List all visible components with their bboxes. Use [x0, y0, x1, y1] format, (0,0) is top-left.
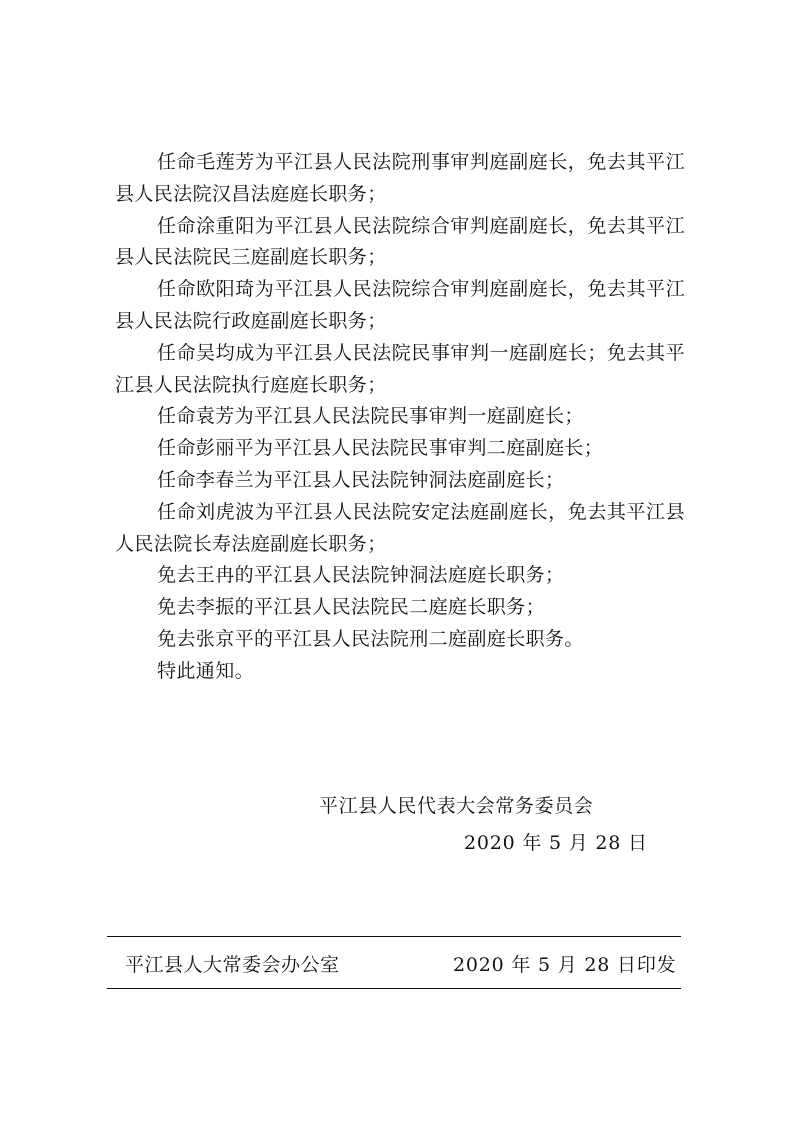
paragraph: 任命涂重阳为平江县人民法院综合审判庭副庭长，免去其平江县人民法院民三庭副庭长职务；: [115, 214, 685, 269]
paragraph: 任命李春兰为平江县人民法院钟洞法庭副庭长；: [157, 468, 565, 491]
closing-paragraph: 特此通知。: [157, 659, 255, 682]
footer-top-rule: [107, 936, 681, 937]
paragraph: 任命毛莲芳为平江县人民法院刑事审判庭副庭长，免去其平江县人民法院汉昌法庭庭长职务；: [115, 151, 685, 205]
signature-date: 2020 年 5 月 28 日: [464, 832, 648, 854]
document-body: [115, 147, 685, 688]
paragraph: 任命彭丽平为平江县人民法院民事审判二庭副庭长；: [157, 437, 604, 460]
paragraph: 任命刘虎波为平江县人民法院安定法庭副庭长，免去其平江县人民法院长寿法庭副庭长职务；: [115, 500, 685, 555]
paragraph: 免去李振的平江县人民法院民二庭庭长职务；: [157, 596, 546, 619]
paragraph: 免去王冉的平江县人民法院钟洞法庭庭长职务；: [157, 564, 565, 587]
paragraph: 免去张京平的平江县人民法院刑二庭副庭长职务。: [157, 627, 584, 650]
paragraph: 任命吴均成为平江县人民法院民事审判一庭副庭长；免去其平江县人民法院执行庭庭长职务；: [115, 341, 685, 396]
footer-office: 平江县人大常委会办公室: [125, 954, 340, 976]
footer-bottom-rule: [107, 988, 681, 989]
paragraph: 任命欧阳琦为平江县人民法院综合审判庭副庭长，免去其平江县人民法院行政庭副庭长职务；: [115, 278, 685, 332]
footer-print-date: 2020 年 5 月 28 日印发: [453, 954, 677, 976]
paragraph: 任命袁芳为平江县人民法院民事审判一庭副庭长；: [157, 405, 584, 428]
signature-organization: 平江县人民代表大会常务委员会: [319, 795, 594, 817]
